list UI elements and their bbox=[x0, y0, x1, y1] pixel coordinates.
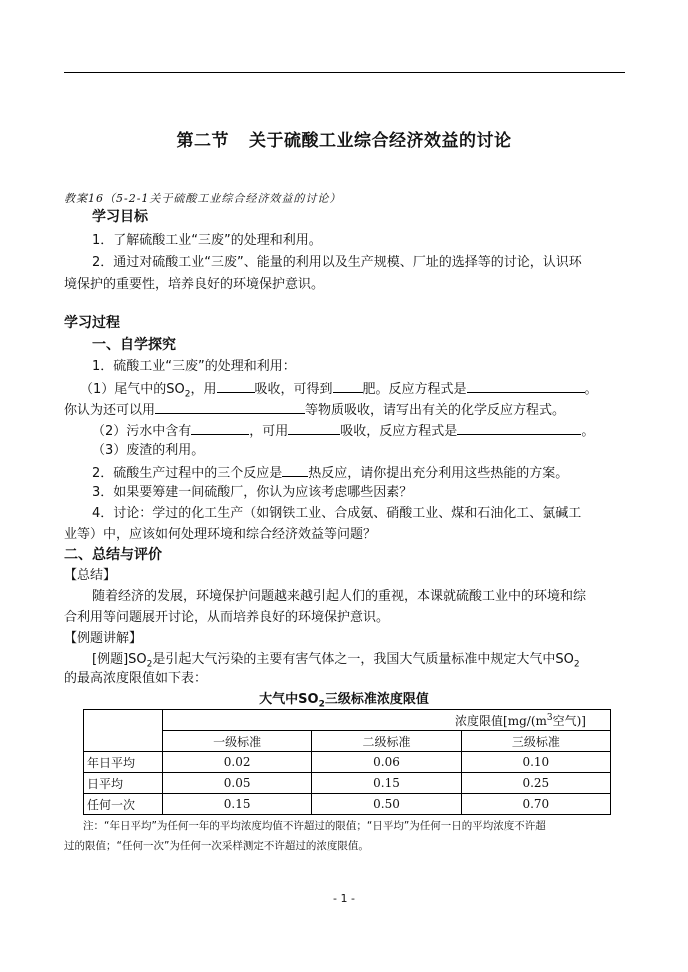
column-header: 三级标准 bbox=[461, 731, 610, 752]
header-rule bbox=[64, 72, 625, 73]
blank-absorbent[interactable] bbox=[217, 379, 255, 393]
question-1-1: （1）尾气中的$SO_2$，用 吸收，可得到 肥。反应方程式是 。 bbox=[80, 379, 598, 404]
table-cell: 0.05 bbox=[163, 773, 312, 794]
blank-equation-1[interactable] bbox=[467, 379, 585, 393]
blank-equation-2[interactable] bbox=[457, 421, 581, 435]
summary-label: 【总结】 bbox=[64, 568, 117, 583]
table-header-row bbox=[84, 710, 611, 731]
question-1-3: （3）废渣的利用。 bbox=[92, 443, 205, 458]
question-4a: 4．讨论：学过的化工生产（如钢铁工业、合成氨、硝酸工业、煤和石油化工、氯碱工 bbox=[92, 506, 582, 521]
section-title: 关于硫酸工业综合经济效益的讨论 bbox=[249, 131, 512, 151]
table-unit-header: 浓度限值[$mg/(m^3$空气)] bbox=[163, 710, 611, 731]
table-cell: 0.50 bbox=[312, 794, 461, 815]
blank-wastewater-absorbent[interactable] bbox=[288, 421, 340, 435]
goals-heading: 学习目标 bbox=[92, 209, 148, 225]
summary-text-b: 合利用等问题展开讨论，从而培养良好的环境保护意识。 bbox=[64, 610, 390, 625]
table-cell: 0.02 bbox=[163, 752, 312, 773]
question-1: 1．硫酸工业“三废”的处理和利用： bbox=[92, 359, 296, 374]
page-title bbox=[0, 126, 688, 151]
row-label: 任何一次 bbox=[84, 794, 163, 815]
self-study-heading: 一、自学探究 bbox=[92, 337, 176, 353]
table-row bbox=[84, 773, 611, 794]
table-row bbox=[84, 794, 611, 815]
table-note-line-2: 过的限值；“任何一次”为任何一次采样测定不许超过的浓度限值。 bbox=[64, 840, 369, 852]
table-note-line-1: 注：“年日平均”为任何一年的平均浓度均值不许超过的限值；“日平均”为任何一日的平均浓度不许超 bbox=[83, 820, 546, 832]
row-label: 日平均 bbox=[84, 773, 163, 794]
lesson-reference: 教案16（5-2-1关于硫酸工业综合经济效益的讨论） bbox=[64, 192, 342, 205]
column-header: 二级标准 bbox=[312, 731, 461, 752]
blank-other-substance[interactable] bbox=[155, 400, 305, 414]
question-1-1-cont: 你认为还可以用 等物质吸收，请写出有关的化学反应方程式。 bbox=[64, 400, 565, 420]
table-row bbox=[84, 752, 611, 773]
page-number: - 1 - bbox=[333, 892, 355, 905]
blank-fertilizer[interactable] bbox=[333, 379, 363, 393]
table-cell: 0.15 bbox=[163, 794, 312, 815]
example-text-b: 的最高浓度限值如下表： bbox=[64, 671, 208, 686]
table-cell: 0.25 bbox=[461, 773, 610, 794]
goal-item-1: 1．了解硫酸工业“三废”的处理和利用。 bbox=[92, 233, 322, 248]
blank-wastewater-content[interactable] bbox=[191, 421, 249, 435]
table-cell: 0.15 bbox=[312, 773, 461, 794]
example-text-a: [例题]$SO_2$是引起大气污染的主要有害气体之一，我国大气质量标准中规定大气中$SO_2$ bbox=[92, 652, 580, 670]
question-2: 2．硫酸生产过程中的三个反应是 热反应，请你提出充分利用这些热能的方案。 bbox=[92, 463, 568, 483]
summary-text-a: 随着经济的发展，环境保护问题越来越引起人们的重视，本课就硫酸工业中的环境和综 bbox=[92, 589, 587, 604]
blank-heat-type[interactable] bbox=[282, 463, 308, 477]
question-3: 3．如果要筹建一间硫酸厂，你认为应该考虑哪些因素？ bbox=[92, 485, 413, 500]
column-header: 一级标准 bbox=[163, 731, 312, 752]
table-corner-cell bbox=[84, 710, 163, 752]
summary-heading: 二、总结与评价 bbox=[64, 547, 162, 563]
question-1-2: （2）污水中含有 ，可用 吸收，反应方程式是 。 bbox=[92, 421, 594, 441]
table-title: 大气中$SO_2$三级标准浓度限值 bbox=[259, 692, 429, 710]
row-label: 年日平均 bbox=[84, 752, 163, 773]
table-cell: 0.06 bbox=[312, 752, 461, 773]
section-number: 第二节 bbox=[176, 131, 229, 151]
process-heading: 学习过程 bbox=[64, 315, 120, 331]
question-4b: 业等）中，应该如何处理环境和综合经济效益等问题？ bbox=[64, 527, 377, 542]
example-label: 【例题讲解】 bbox=[64, 631, 143, 646]
goal-item-2b: 境保护的重要性，培养良好的环境保护意识。 bbox=[64, 277, 325, 292]
table-column-header-row bbox=[84, 731, 611, 752]
table-cell: 0.10 bbox=[461, 752, 610, 773]
goal-item-2a: 2．通过对硫酸工业“三废”、能量的利用以及生产规模、厂址的选择等的讨论，认识环 bbox=[92, 255, 582, 270]
table-cell: 0.70 bbox=[461, 794, 610, 815]
concentration-limit-table bbox=[83, 709, 611, 815]
